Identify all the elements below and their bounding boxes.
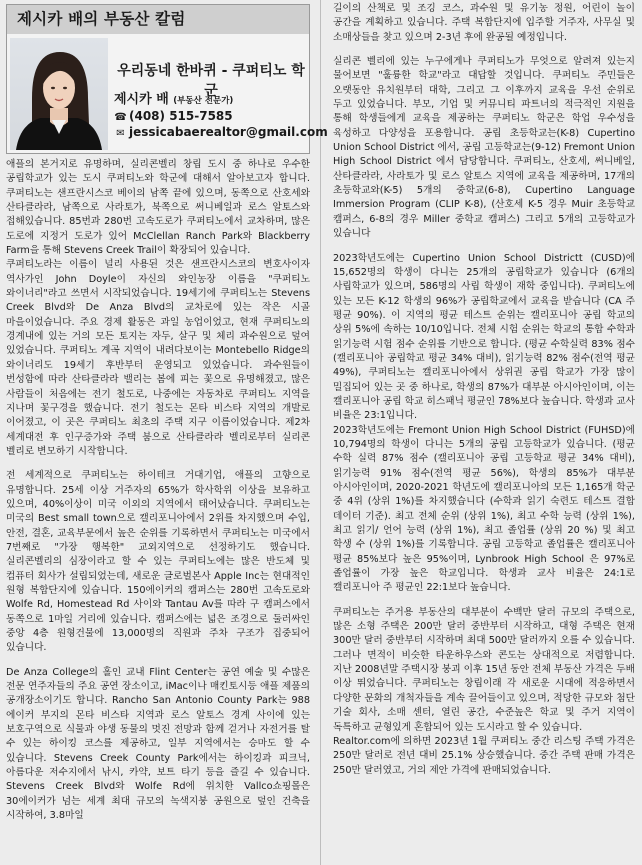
column-subtitle: 우리동네 한바퀴 - 쿠퍼티노 학군 bbox=[117, 63, 305, 99]
left-paragraph-2: 쿠퍼티노라는 이름이 널리 사용된 것은 샌프란시스코의 변호사이자 역사가인 John Doyle이 자신의 와인농장 이름을 "쿠퍼티노 와이너리"라고 쓰면서 시작되었습니다. 19세기에 쿠퍼티노는 Stevens Creek Blvd와 De Anza Blvd의 교차로에 있는 작은 시골 마을이었습니다. 주요 경제 활동은 과일 농업이었고, 현재 쿠퍼티노의 경계내에 있는 거의 모든 토지는 자두, 살구 및 체리 과수원으로 덮여 있었습니다. 쿠퍼티노 계곡 지역이 내려다보이는 Montebello Ridge의 와이너리도 19세기 후반부터 운영되고 있었습니다. 과수원들이 번성함에 따라 산타클라라 밸리는 봄에 피는 꽃으로 유명해졌고, 많은 사람들이 처음에는 전기 철도로, 나중에는 자동차로 쿠퍼티노 지역을 지나며 꽃구경을 했습니다. 전기 철도는 몬타 비스타 지역의 개발로 이어졌고, 이 곳은 쿠퍼티노 최초의 주택 지구 이름이었습니다. 제2차 세계대전 후 인구증가와 주택 붐으로 산타클라라 벨리로부터 실리콘 벨리로 변모하기 시작합니다. bbox=[6, 259, 310, 457]
right-paragraph-2: 실리콘 벨리에 있는 누구에게나 쿠퍼티노가 무엇으로 알려져 있는지 물어보면 "훌륭한 학교"라고 대답할 것입니다. 쿠퍼티노 주민들은 오랫동안 유치원부터 대학, 그리고 그 이후까지 교육을 우선 순위로 두고 있었습니다. 부모, 기업 및 커뮤니티 파트너의 적극적인 지원을 통해 학생들에게 교육을 제공하는 쿠퍼티노 학군은 학업 우수성을 육성하고 다양성을 포용합니다. 공립 초등학교는(K-8) Cupertino Union School District 에서, 공립 고등학교는(9-12) Fremont Union High School District 에서 담당합니다. 쿠퍼티노, 산호세, 써니베일, 산타클라라, 사라토가 및 로스 알토스 지역에 교육을 제공하며, 17개의 초등학교와(K-5) 5개의 중학교(6-8), Cupertino Language Immersion Program (CLIP K-8), (산호세 K-5 경우 Muir 초등학교 캠퍼스, 6-8의 경우 Miller 중학교 캠퍼스) 그리고 5개의 고등학교가 있습니다 bbox=[333, 56, 635, 240]
phone-icon: ☎ bbox=[114, 112, 127, 123]
left-column bbox=[6, 4, 328, 823]
author-role: (부동산 전문가) bbox=[173, 96, 234, 106]
column-header bbox=[6, 4, 328, 154]
mail-icon: ✉ bbox=[116, 128, 125, 139]
author-name-line bbox=[114, 88, 328, 107]
author-photo bbox=[10, 38, 108, 150]
left-paragraph-3: 전 세계적으로 쿠퍼티노는 하이테크 거대기업, 애플의 고향으로 유명합니다. 25세 이상 거주자의 65%가 학사학위 이상을 보유하고 있으며, 40%이상이 미국 이외의 지역에서 태어났습니다. 쿠퍼티노는 미국의 Best small town으로 캘리포니아에서 2위를 차지했으며 수입, 안전, 결혼, 교육부문에서 높은 순위를 기록하면서 쿠퍼티노는 미국에서 7번째로 "가장 행복한" 교외지역으로 선정하기도 했습니다. 실리콘벨리의 심장이라고 할 수 있는 쿠퍼티노에는 많은 반도체 및 컴퓨터 회사가 설립되었는데, 새로운 글로벌본사 Apple Inc는 현대적인 원형 복합단지에 있습니다. 150에이커의 캠퍼스는 280번 고속도로와 Wolfe Rd, Homestead Rd 사이와 Tantau Av를 따라 구 캠퍼스에서 동쪽으로 1마일 거리에 있습니다. 캠퍼스에는 넓은 조경으로 둘러싸인 중앙 4층 원형건물에 13,000명의 직원과 주차 구조가 집중되어 있습니다. bbox=[6, 470, 310, 654]
right-paragraph-5: 쿠퍼티노는 주거용 부동산의 대부분이 수백만 달러 규모의 주택으로, 많은 소형 주택은 200만 달러 중반부터 시작하고, 대형 주택은 현재 300만 달러 중반부터 시작하며 최대 500만 달러까지 오를 수 있습니다. 그러나 면적이 비슷한 타운하우스와 콘도는 상대적으로 저렴합니다. 지난 2008년말 주택시장 붕괴 이후 15년 동안 전체 부동산 가격은 두배 이상 뛰었습니다. 쿠퍼티노는 창립이래 각 새로운 시대에 적응하면서 다양한 문화의 개척자들을 계속 끌어들이고 있으며, 적당한 규모와 첨단 기술 회사, 소매 센터, 열린 공간, 수준높은 학교 및 주거 지역이 독특하고 균형있게 혼합되어 있는 도시라고 할 수 있습니다. bbox=[333, 606, 635, 733]
left-paragraph-1: 애플의 본거지로 유명하며, 실리콘벨리 창립 도시 중 하나로 우수한 공립학교가 있는 도시 쿠퍼티노와 학군에 대해서 알아보고자 합니다. 쿠퍼티노는 샌프란시스코 베이의 남쪽 끝에 있으며, 동쪽으로 산호세와 산타클라라, 남쪽으로 사라토가, 북쪽으로 써니베일과 로스 알토스와 접해있습니다. 85번과 280번 고속도로가 쿠퍼티노에서 교차하며, 많은 도로에 지정거 도로가 있어 McClellan Ranch Park와 Blackberry Farm을 통해 Stevens Creek Trail이 확장되어 있습니다. bbox=[6, 159, 310, 257]
author-info bbox=[114, 88, 328, 141]
author-portrait-icon bbox=[10, 38, 108, 150]
author-phone-line bbox=[114, 109, 328, 123]
column-banner: 제시카 배의 부동산 칼럼 bbox=[7, 5, 309, 34]
author-phone[interactable]: (408) 515-7585 bbox=[129, 109, 233, 123]
author-email-line bbox=[114, 125, 328, 139]
author-email[interactable]: jessicabaerealtor@gmail.com bbox=[129, 125, 328, 139]
right-paragraph-1: 길이의 산책로 및 조깅 코스, 과수원 및 유기농 정원, 어린이 놀이 공간을 계획하고 있습니다. 주택 복합단지에 입주할 거주자, 사무실 및 소매상들을 찾고 있으며 2-3년 후에 완공될 예정입니다. bbox=[333, 3, 635, 43]
left-paragraph-4: De Anza College의 홀인 교내 Flint Center는 공연 예술 및 수많은 전문 연주자들의 주요 공연 장소이고, iMac이나 매킨토시등 애플 제품의 공개장소이기도 합니다. Rancho San Antonio County Park는 988 에이커 부지의 몬타 비스타 지역과 로스 알토스 경계 사이에 있는 보호구역으로 식물과 야생 동물의 멋진 전망과 함께 걷거나 자전거를 탈 수 있는 하이킹 코스를 제공하고, 일부 지역에서는 승마도 할 수 있습니다. Stevens Creek County Park에서는 하이킹과 피크닉, 아름다운 저수지에서 낚시, 카약, 보트 타기 등을 즐길 수 있습니다. Stevens Creek Blvd와 Wolfe Rd에 위치한 Vallco쇼핑몰은 30에이커가 넘는 세계 최대 규모의 녹색지붕 공원으로 덮인 건축을 시작하여, 3.8마일 bbox=[6, 666, 310, 822]
right-paragraph-3: 2023학년도에는 Cupertino Union School Districtt (CUSD)에 15,652명의 학생이 다니는 25개의 공립학교가 있습니다 (6개의 사립학교가 있으며, 586명의 사립 학생이 재학 중입니다). 쿠퍼티노에 있는 모든 K-12 학생의 96%가 공립학교에서 교육을 받습니다 (CA 주 평균 90%). 이 지역의 평균 테스트 순위는 캘리포니아 공립 학교의 상위 5%에 속하는 10/10입니다. 전체 시험 순위는 학교의 통합 수학과 읽기능력 시험 점수 순위를 기반으로 합니다. (평균 수학실력 83% 점수(캘리포니아 공립학교 평균 34% 대비), 읽기능력 82% 점수(전역 평균 49%), 쿠퍼티노는 캘리포니아에서 상위권 공립 학교가 가장 많이 밀집되어 있는 곳 중 하나로, 학생의 87%가 대부분 아시아인이며, 이는 캘리포니아 공립 학교 히스패닉 평균인 78%보다 높습니다. 학생과 교사 비율은 23:1입니다. bbox=[333, 252, 635, 422]
right-column bbox=[333, 2, 635, 778]
author-name: 제시카 배 bbox=[114, 92, 169, 107]
right-paragraph-4: 2023학년도에는 Fremont Union High School District (FUHSD)에 10,794명의 학생이 다니는 5개의 공립 고등학교가 있습니다. (평균 수학 실력 87% 점수 (캘리포니아 공립 고등학교 평균 34% 대비), 읽기능력 91% 점수(전역 평균 56%), 학생의 85%가 대부분 아시아인이며, 2020-2021 학년도에 캘리포니아의 모든 1,165개 학군 중 4위 (상위 1%)를 차지했습니다 (수학과 읽기 숙련도 테스트 결합 데이터 기준). 최고 전체 순위 (상위 1%), 최고 수학 능력 (상위 1%), 최고 읽기/ 언어 능력 (상위 1%), 최고 졸업률 (상위 20 %) 및 최고 학생 수 (상위 1%)를 기록합니다. 공립 고등학교 졸업률은 캘리포니아 평균 85%보다 높은 95%이며, Lynbrook High School 은 97%로 졸업률이 가장 높은 학교입니다. 학생과 교사 비율은 24:1로 캘리포니아 주 평균인 22:1보다 높습니다. bbox=[333, 424, 635, 594]
right-paragraph-6: Realtor.com에 의하면 2023년 1월 쿠퍼티노 중간 리스팅 주택 가격은 250만 달러로 전년 대비 25.1% 상승했습니다. 중간 주택 판매 가격은 250만 달러였고, 거의 제안 가격에 판매되었습니다. bbox=[333, 735, 635, 776]
